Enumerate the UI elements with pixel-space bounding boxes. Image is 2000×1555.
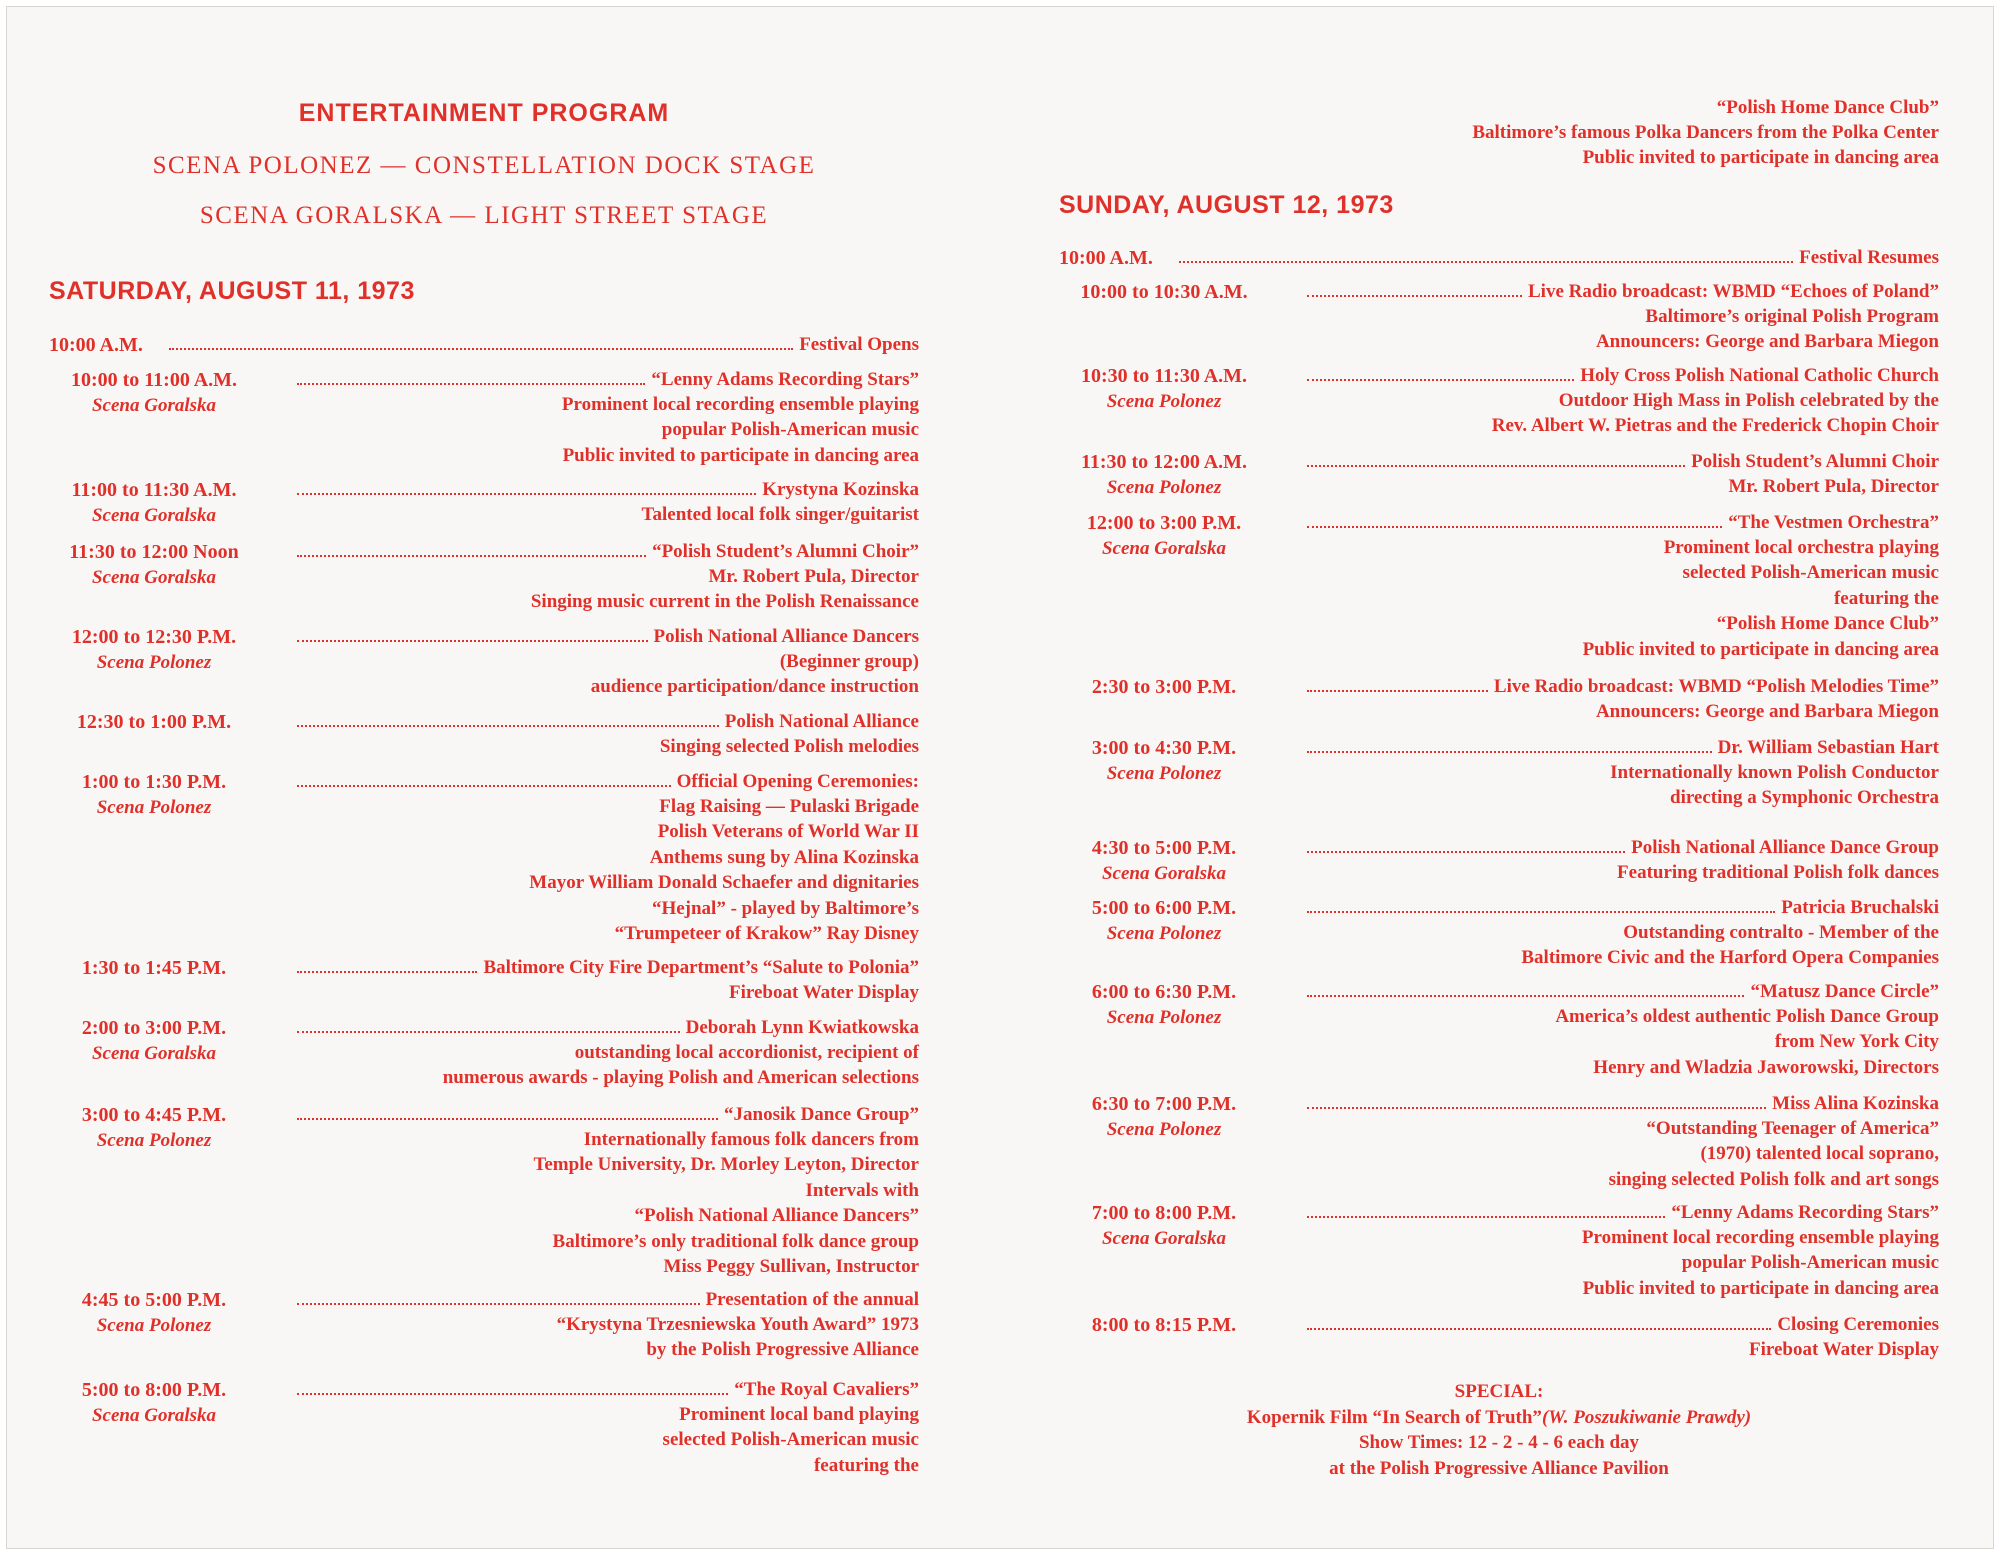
- description-line: numerous awards - playing Polish and American selections: [442, 1067, 919, 1089]
- description-line: (Beginner group): [779, 651, 919, 672]
- entry-stage: Scena Goralska: [91, 1043, 217, 1064]
- dot-leader: [297, 1303, 700, 1305]
- entry-title: “Lenny Adams Recording Stars”: [651, 369, 919, 390]
- description-line: “Krystyna Trzesniewska Youth Award” 1973: [556, 1314, 919, 1335]
- sunday-heading: SUNDAY, AUGUST 12, 1973: [1059, 191, 1394, 219]
- description-line: “Outstanding Teenager of America”: [1646, 1118, 1939, 1139]
- description-line: Baltimore’s only traditional folk dance group: [552, 1230, 919, 1252]
- intro-line: Public invited to participate in dancing area: [1582, 147, 1939, 168]
- description-line: Public invited to participate in dancing area: [1582, 638, 1939, 660]
- description-line: “Polish National Alliance Dancers”: [634, 1205, 919, 1227]
- entry-title: Miss Alina Kozinska: [1772, 1093, 1939, 1114]
- entry-headline: [1307, 835, 1939, 860]
- description-line: selected Polish-American music: [662, 1429, 919, 1451]
- entry-description: [1749, 1337, 1939, 1362]
- dot-leader: [297, 725, 719, 727]
- entry-headline: [297, 769, 919, 794]
- entry-title: “Matusz Dance Circle”: [1750, 981, 1939, 1002]
- entry-time: [1059, 674, 1269, 700]
- intro-line: “Polish Home Dance Club”: [1716, 97, 1939, 118]
- entry-time-text: 3:00 to 4:45 P.M.: [81, 1104, 227, 1126]
- description-line: by the Polish Progressive Alliance: [646, 1339, 919, 1361]
- entry-description: [531, 564, 919, 615]
- entry-time: [49, 539, 259, 591]
- entry-headline: [1307, 279, 1939, 304]
- dot-leader: [1179, 261, 1793, 263]
- entry-title: Official Opening Ceremonies:: [676, 771, 919, 792]
- description-line: audience participation/dance instruction: [590, 676, 919, 698]
- description-line: Singing music current in the Polish Renaissance: [530, 591, 919, 613]
- entry-description: [1728, 474, 1939, 499]
- entry-headline: [297, 955, 919, 980]
- entry-title: Dr. William Sebastian Hart: [1717, 737, 1939, 758]
- entry-stage: Scena Goralska: [1101, 863, 1227, 884]
- dot-leader: [297, 1118, 718, 1120]
- entry-headline: [297, 624, 919, 649]
- entry-time: [1059, 735, 1269, 787]
- entry-headline: [297, 709, 919, 734]
- entry-time: [49, 624, 259, 676]
- dot-leader: [1307, 465, 1685, 467]
- entry-headline: [169, 332, 919, 357]
- dot-leader: [297, 785, 671, 787]
- entry-title: Patricia Bruchalski: [1781, 897, 1939, 918]
- dot-leader: [1307, 526, 1722, 528]
- entry-title: “Polish Student’s Alumni Choir”: [652, 541, 919, 562]
- dot-leader: [297, 555, 646, 557]
- description-line: singing selected Polish folk and art songs: [1608, 1168, 1939, 1190]
- description-line: Miss Peggy Sullivan, Instructor: [663, 1256, 919, 1278]
- entry-description: [1583, 535, 1939, 662]
- entry-stage: Scena Polonez: [1106, 1007, 1222, 1028]
- entry-description: [533, 1127, 919, 1279]
- entry-description: [1617, 860, 1939, 885]
- entry-time-text: 1:30 to 1:45 P.M.: [81, 957, 227, 979]
- description-line: Flag Raising — Pulaski Brigade: [659, 796, 919, 817]
- entry-title: Live Radio broadcast: WBMD “Polish Melodies Time”: [1493, 676, 1939, 697]
- description-line: Henry and Wladzia Jaworowski, Directors: [1593, 1056, 1939, 1078]
- entry-time-text: 3:00 to 4:30 P.M.: [1091, 737, 1237, 759]
- entry-time: [49, 1287, 259, 1339]
- description-line: (1970) talented local soprano,: [1700, 1143, 1939, 1165]
- special-title: SPECIAL:: [1454, 1381, 1544, 1402]
- dot-leader: [1307, 690, 1488, 692]
- entry-description: [1596, 304, 1939, 355]
- dot-leader: [1307, 1107, 1766, 1109]
- entry-stage: Scena Goralska: [91, 395, 217, 416]
- dot-leader: [297, 971, 477, 973]
- entry-headline: [1307, 1312, 1939, 1337]
- description-line: Baltimore Civic and the Harford Opera Companies: [1521, 947, 1939, 969]
- entry-title: Krystyna Kozinska: [762, 479, 919, 500]
- entry-title: Festival Opens: [799, 334, 919, 355]
- dot-leader: [297, 493, 756, 495]
- description-line: Announcers: George and Barbara Miegon: [1595, 331, 1939, 353]
- entry-title: “The Royal Cavaliers”: [734, 1379, 919, 1400]
- entry-stage: Scena Goralska: [1101, 538, 1227, 559]
- description-line: Prominent local recording ensemble playing: [1581, 1227, 1939, 1248]
- description-line: popular Polish-American music: [661, 419, 919, 441]
- entry-description: [1609, 1116, 1939, 1192]
- description-line: from New York City: [1774, 1031, 1939, 1053]
- entry-time: [1059, 1312, 1269, 1338]
- entry-time-text: 8:00 to 8:15 P.M.: [1091, 1314, 1237, 1336]
- entry-time: [1059, 1200, 1269, 1252]
- entry-description: [663, 1402, 919, 1478]
- special-film: [1059, 1405, 1939, 1431]
- description-line: Fireboat Water Display: [729, 982, 919, 1003]
- entry-description: [529, 794, 919, 946]
- entry-headline: [297, 367, 919, 392]
- entry-time-text: 10:00 to 11:00 A.M.: [70, 369, 238, 391]
- entry-description: [1610, 760, 1939, 811]
- entry-description: [729, 980, 919, 1005]
- description-line: outstanding local accordionist, recipient of: [574, 1042, 919, 1063]
- entry-headline: [297, 1015, 919, 1040]
- entry-title: Closing Ceremonies: [1777, 1314, 1939, 1335]
- entry-stage: Scena Goralska: [91, 505, 217, 526]
- entry-title: Deborah Lynn Kwiatkowska: [685, 1017, 919, 1038]
- entry-title: Baltimore City Fire Department’s “Salute to Polonia”: [483, 957, 919, 978]
- entry-stage: Scena Polonez: [96, 797, 212, 818]
- entry-title: Polish National Alliance Dancers: [653, 626, 919, 647]
- entry-description: [642, 502, 919, 527]
- entry-description: [1582, 1225, 1939, 1301]
- entry-time-text: 5:00 to 6:00 P.M.: [1091, 897, 1237, 919]
- description-line: Prominent local orchestra playing: [1663, 537, 1939, 558]
- entry-time-text: 2:00 to 3:00 P.M.: [81, 1017, 227, 1039]
- description-line: Prominent local band playing: [679, 1404, 919, 1425]
- entry-time: [1059, 1091, 1269, 1143]
- entry-headline: [297, 1287, 919, 1312]
- description-line: Mayor William Donald Schaefer and dignitaries: [529, 872, 919, 894]
- entry-time-text: 2:30 to 3:00 P.M.: [1091, 676, 1237, 698]
- program-title: ENTERTAINMENT PROGRAM: [298, 99, 670, 127]
- description-line: Baltimore’s original Polish Program: [1645, 306, 1939, 327]
- entry-time: [49, 1102, 259, 1154]
- entry-title: Polish National Alliance: [724, 711, 919, 732]
- entry-title: Live Radio broadcast: WBMD “Echoes of Poland”: [1528, 281, 1939, 302]
- entry-title: Polish National Alliance Dance Group: [1631, 837, 1939, 858]
- entry-time-text: 11:00 to 11:30 A.M.: [71, 479, 237, 501]
- entry-time-text: 10:30 to 11:30 A.M.: [1080, 365, 1248, 387]
- entry-title: “The Vestmen Orchestra”: [1728, 512, 1939, 533]
- entry-time-text: 6:30 to 7:00 P.M.: [1091, 1093, 1237, 1115]
- entry-headline: [1307, 979, 1939, 1004]
- entry-stage: Scena Polonez: [96, 652, 212, 673]
- entry-description: [1492, 388, 1939, 439]
- description-line: Mr. Robert Pula, Director: [1728, 476, 1939, 497]
- program-sheet: [6, 6, 1994, 1549]
- entry-time-text: 4:45 to 5:00 P.M.: [81, 1289, 227, 1311]
- entry-title: Festival Resumes: [1799, 247, 1939, 268]
- entry-time-text: 11:30 to 12:00 Noon: [69, 541, 239, 563]
- description-line: popular Polish-American music: [1681, 1252, 1939, 1274]
- entry-stage: Scena Polonez: [1106, 1119, 1222, 1140]
- entry-title: “Lenny Adams Recording Stars”: [1671, 1202, 1939, 1223]
- description-line: Polish Veterans of World War II: [657, 821, 919, 843]
- description-line: America’s oldest authentic Polish Dance Group: [1555, 1006, 1939, 1027]
- description-line: selected Polish-American music: [1682, 562, 1939, 584]
- entry-time: [1059, 279, 1269, 305]
- special-notice: [1059, 1379, 1939, 1481]
- entry-time-text: 7:00 to 8:00 P.M.: [1091, 1202, 1237, 1224]
- description-line: “Polish Home Dance Club”: [1716, 613, 1939, 635]
- entry-description: [660, 734, 919, 759]
- entry-time-text: 12:00 to 12:30 P.M.: [71, 626, 237, 648]
- description-line: featuring the: [813, 1454, 919, 1476]
- entry-title: Presentation of the annual: [705, 1289, 919, 1310]
- description-line: Outstanding contralto - Member of the: [1623, 922, 1939, 943]
- entry-time-text: 10:00 to 10:30 A.M.: [1080, 281, 1248, 303]
- dot-leader: [1307, 1216, 1665, 1218]
- dot-leader: [1307, 911, 1775, 913]
- entry-time-text: 10:00 A.M.: [49, 334, 143, 356]
- dot-leader: [1307, 751, 1712, 753]
- intro-line: Baltimore’s famous Polka Dancers from the Polka Center: [1472, 122, 1939, 143]
- entry-time-text: 6:00 to 6:30 P.M.: [1091, 981, 1237, 1003]
- entry-time-text: 10:00 A.M.: [1059, 247, 1153, 269]
- entry-time: [49, 1377, 259, 1429]
- entry-time: [49, 367, 259, 419]
- special-show-times: Show Times: 12 - 2 - 4 - 6 each day: [1358, 1432, 1640, 1453]
- entry-time: [1059, 895, 1269, 947]
- entry-time: [1059, 835, 1269, 887]
- description-line: Talented local folk singer/guitarist: [641, 504, 919, 525]
- description-line: Intervals with: [805, 1179, 919, 1201]
- description-line: Anthems sung by Alina Kozinska: [649, 846, 919, 868]
- dot-leader: [1307, 1328, 1771, 1330]
- description-line: Announcers: George and Barbara Miegon: [1595, 701, 1939, 722]
- description-line: “Trumpeteer of Krakow” Ray Disney: [614, 923, 919, 945]
- entry-time: [49, 955, 259, 981]
- description-line: Public invited to participate in dancing area: [1582, 1277, 1939, 1299]
- description-line: featuring the: [1833, 587, 1939, 609]
- entry-stage: Scena Polonez: [96, 1315, 212, 1336]
- saturday-heading: SATURDAY, AUGUST 11, 1973: [49, 277, 415, 305]
- entry-time-text: 11:30 to 12:00 A.M.: [1080, 451, 1248, 473]
- entry-description: [443, 1040, 919, 1091]
- description-line: Rev. Albert W. Pietras and the Frederick Chopin Choir: [1491, 415, 1939, 437]
- dot-leader: [297, 1031, 680, 1033]
- dot-leader: [169, 348, 793, 350]
- entry-stage: Scena Polonez: [96, 1130, 212, 1151]
- description-line: directing a Symphonic Orchestra: [1670, 787, 1939, 809]
- film-polish-title: (W. Poszukiwanie Prawdy): [1541, 1406, 1752, 1428]
- entry-headline: [1307, 674, 1939, 699]
- description-line: Prominent local recording ensemble playing: [561, 394, 919, 415]
- entry-time: [1059, 979, 1269, 1031]
- entry-title: Holy Cross Polish National Catholic Church: [1580, 365, 1939, 386]
- dot-leader: [1307, 851, 1625, 853]
- description-line: Internationally known Polish Conductor: [1610, 762, 1939, 783]
- description-line: Featuring traditional Polish folk dances: [1617, 862, 1939, 883]
- entry-headline: [297, 477, 919, 502]
- entry-time-text: 5:00 to 8:00 P.M.: [81, 1379, 227, 1401]
- entry-time: [1059, 449, 1269, 501]
- entry-stage: Scena Goralska: [91, 567, 217, 588]
- entry-headline: [1307, 895, 1939, 920]
- entry-headline: [1307, 1091, 1939, 1116]
- entry-headline: [1307, 735, 1939, 760]
- entry-description: [1596, 699, 1939, 724]
- dot-leader: [297, 1393, 728, 1395]
- film-title: Kopernik Film “In Search of Truth”: [1246, 1406, 1542, 1428]
- special-location: at the Polish Progressive Alliance Pavilion: [1329, 1457, 1669, 1479]
- entry-headline: [297, 1102, 919, 1127]
- entry-headline: [1179, 245, 1939, 270]
- stage-polonez-heading: SCENA POLONEZ — CONSTELLATION DOCK STAGE: [152, 152, 816, 179]
- entry-description: [557, 1312, 919, 1363]
- entry-description: [1555, 1004, 1939, 1080]
- dot-leader: [1307, 995, 1744, 997]
- entry-stage: Scena Polonez: [1106, 923, 1222, 944]
- entry-description: [591, 649, 919, 700]
- description-line: Fireboat Water Display: [1749, 1339, 1939, 1360]
- dot-leader: [297, 383, 645, 385]
- entry-stage: Scena Goralska: [1101, 1228, 1227, 1249]
- entry-stage: Scena Polonez: [1106, 477, 1222, 498]
- description-line: Outdoor High Mass in Polish celebrated by the: [1558, 390, 1939, 411]
- entry-stage: Scena Goralska: [91, 1405, 217, 1426]
- entry-title: Polish Student’s Alumni Choir: [1691, 451, 1939, 472]
- stage-goralska-heading: SCENA GORALSKA — LIGHT STREET STAGE: [199, 202, 769, 229]
- dot-leader: [297, 640, 648, 642]
- entry-stage: Scena Polonez: [1106, 391, 1222, 412]
- entry-description: [1521, 920, 1939, 971]
- entry-headline: [297, 539, 919, 564]
- entry-description: [562, 392, 919, 468]
- entry-time: [1059, 510, 1269, 562]
- sunday-intro: [1472, 95, 1939, 170]
- entry-time: [49, 477, 259, 529]
- entry-headline: [297, 1377, 919, 1402]
- entry-time: [49, 709, 259, 735]
- entry-headline: [1307, 363, 1939, 388]
- description-line: Internationally famous folk dancers from: [583, 1129, 919, 1150]
- entry-headline: [1307, 1200, 1939, 1225]
- entry-time: [49, 1015, 259, 1067]
- description-line: Public invited to participate in dancing area: [562, 444, 919, 466]
- entry-headline: [1307, 449, 1939, 474]
- description-line: Temple University, Dr. Morley Leyton, Director: [533, 1154, 919, 1176]
- entry-stage: Scena Polonez: [1106, 763, 1222, 784]
- entry-title: “Janosik Dance Group”: [724, 1104, 919, 1125]
- description-line: Mr. Robert Pula, Director: [708, 566, 919, 587]
- entry-time-text: 1:00 to 1:30 P.M.: [81, 771, 227, 793]
- entry-time-text: 12:00 to 3:00 P.M.: [1086, 512, 1242, 534]
- description-line: “Hejnal” - played by Baltimore’s: [651, 897, 919, 919]
- entry-time: [1059, 363, 1269, 415]
- entry-headline: [1307, 510, 1939, 535]
- dot-leader: [1307, 379, 1574, 381]
- entry-time-text: 4:30 to 5:00 P.M.: [1091, 837, 1237, 859]
- entry-time: [49, 769, 259, 821]
- entry-time-text: 12:30 to 1:00 P.M.: [76, 711, 232, 733]
- dot-leader: [1307, 295, 1522, 297]
- description-line: Singing selected Polish melodies: [659, 736, 919, 757]
